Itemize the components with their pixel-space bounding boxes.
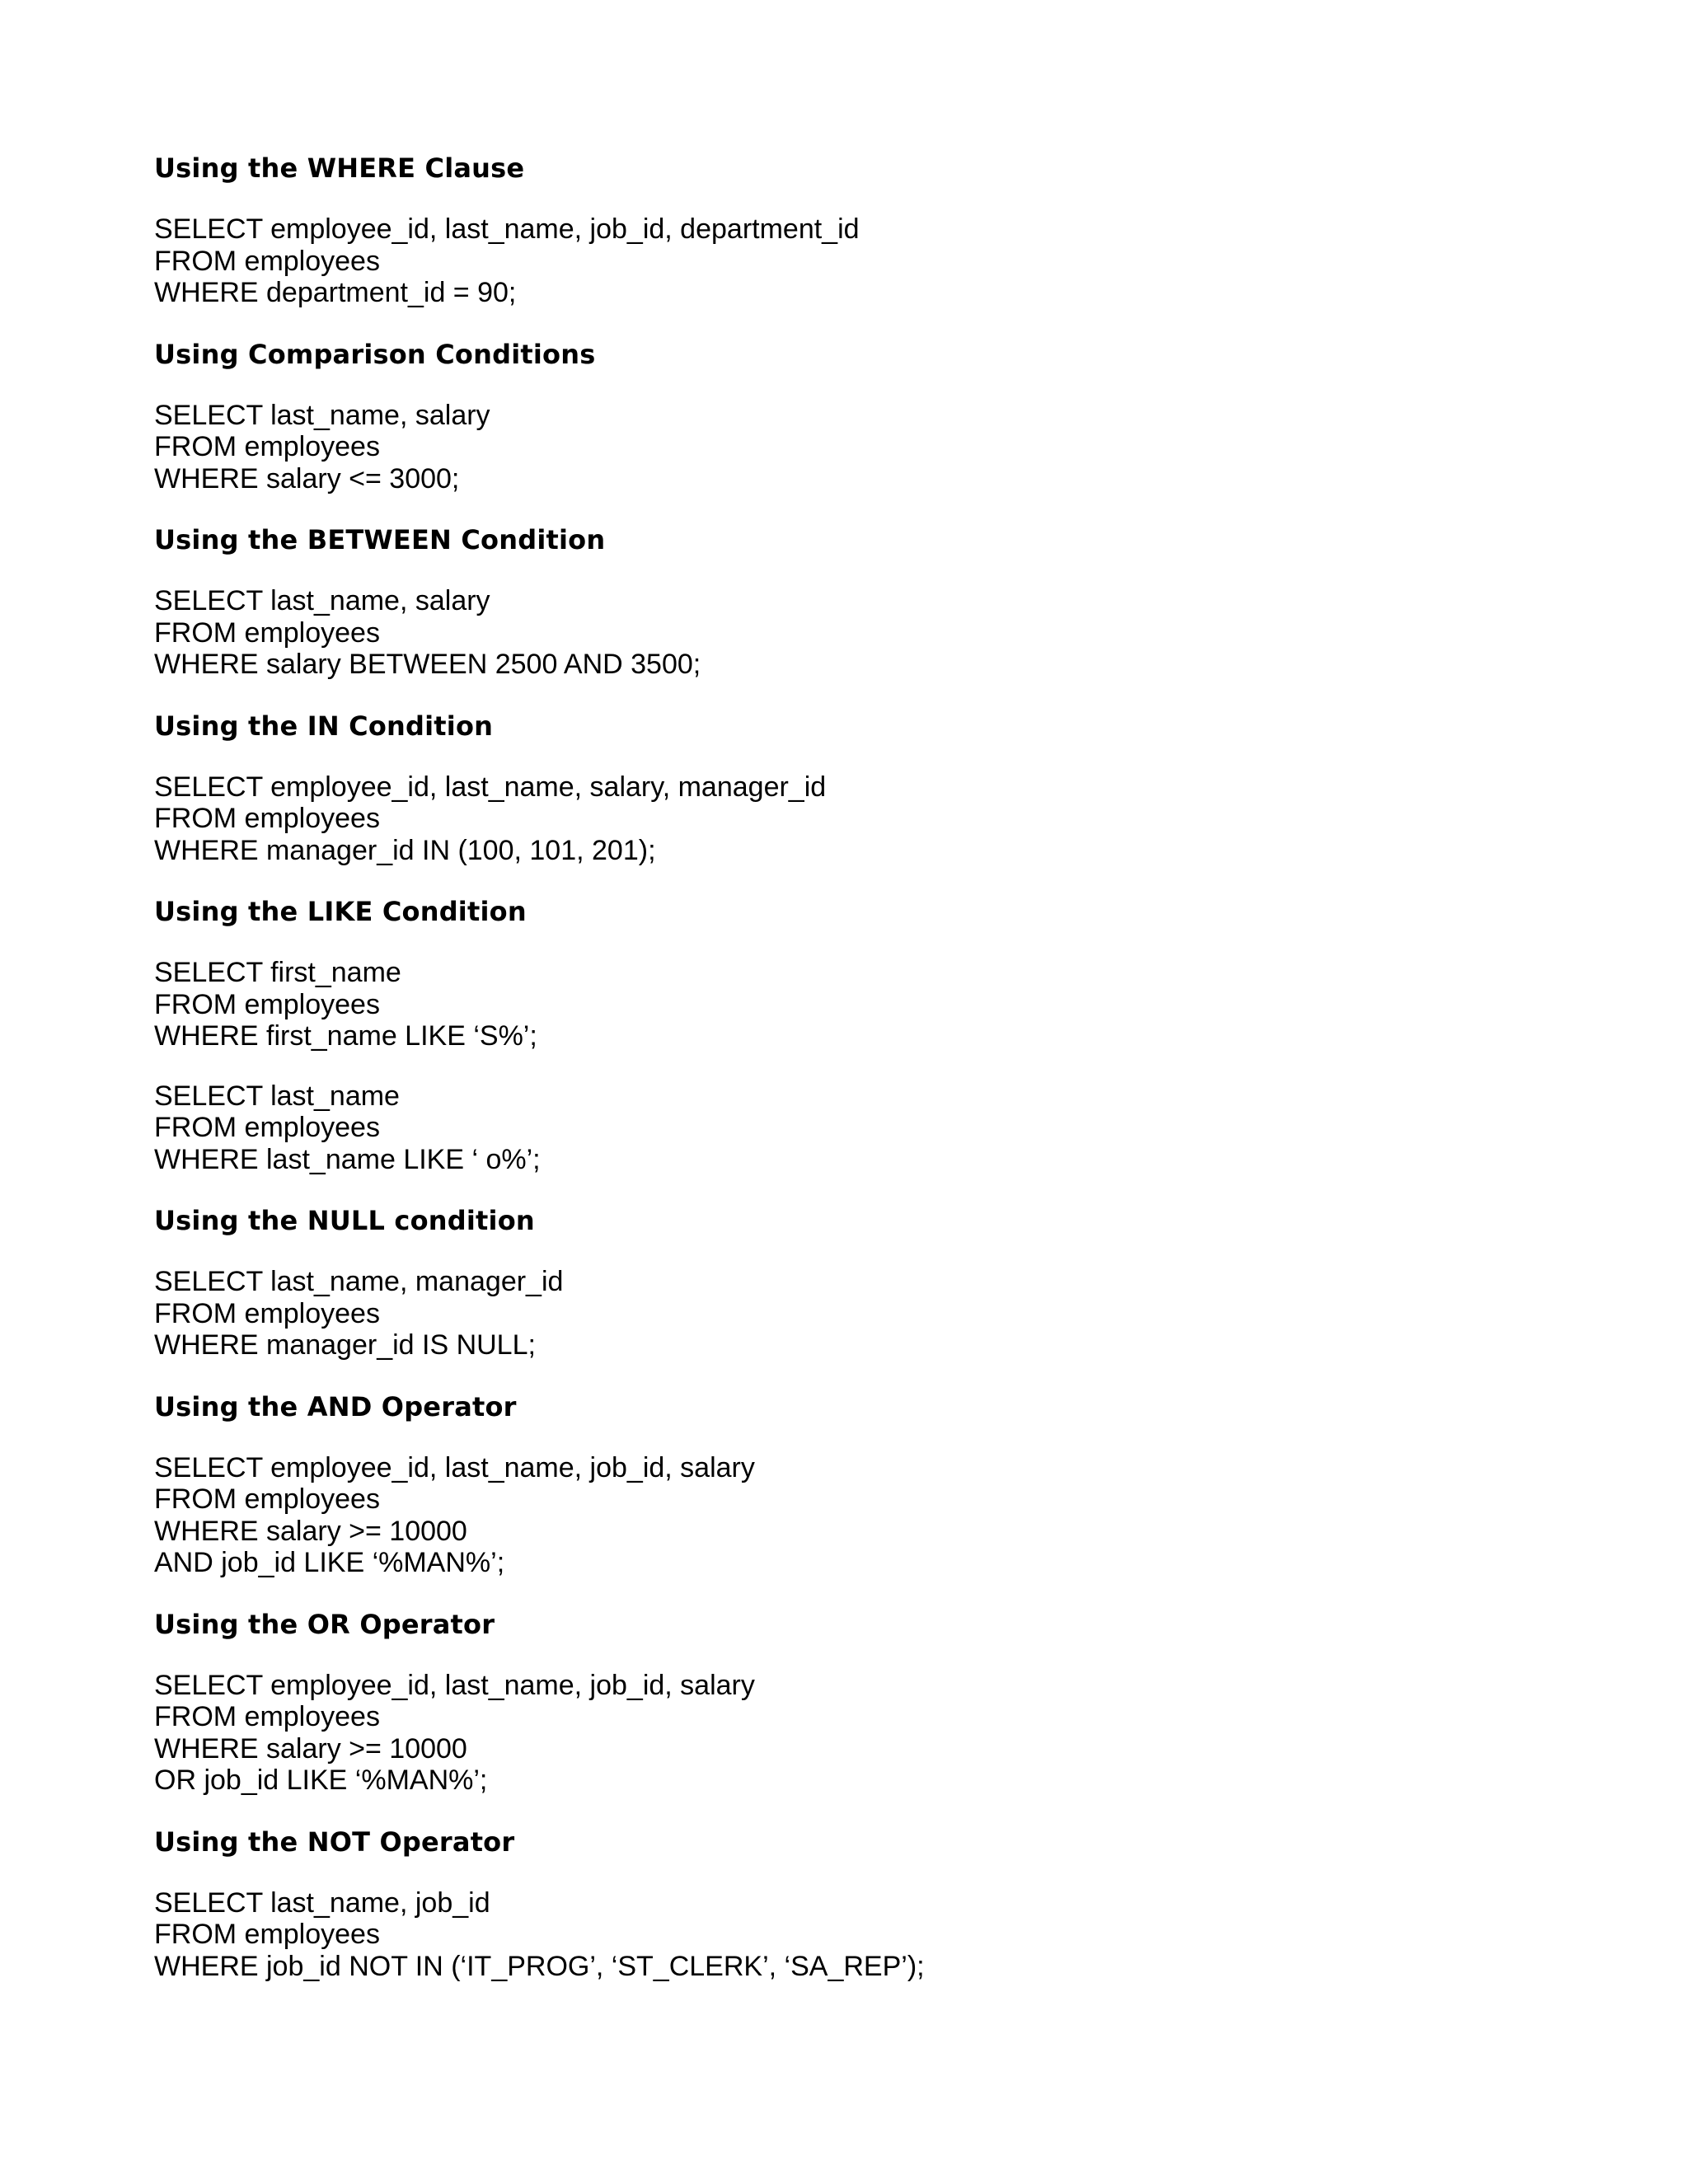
section-heading: Using the IN Condition — [154, 710, 494, 742]
code-line: WHERE last_name LIKE ‘ o%’; — [154, 1143, 541, 1175]
code-line: SELECT last_name, manager_id — [154, 1266, 564, 1297]
sql-query — [154, 585, 1555, 681]
section-heading: Using the WHERE Clause — [154, 152, 525, 184]
code-line: FROM employees — [154, 1483, 380, 1515]
section-null-condition — [154, 1203, 1555, 1361]
section-and-operator — [154, 1390, 1555, 1579]
code-line: FROM employees — [154, 988, 380, 1020]
code-line: WHERE first_name LIKE ‘S%’; — [154, 1020, 537, 1052]
code-line: WHERE job_id NOT IN (‘IT_PROG’, ‘ST_CLERK’, ‘SA_REP’); — [154, 1950, 925, 1982]
section-heading: Using the BETWEEN Condition — [154, 524, 606, 555]
code-line: WHERE department_id = 90; — [154, 277, 517, 308]
code-line: FROM employees — [154, 616, 380, 649]
code-line: SELECT first_name — [154, 957, 401, 988]
code-line: FROM employees — [154, 245, 380, 277]
sql-query — [154, 771, 1555, 867]
code-line: SELECT employee_id, last_name, job_id, salary — [154, 1451, 755, 1483]
code-line: WHERE salary >= 10000 — [154, 1732, 467, 1765]
section-not-operator — [154, 1825, 1555, 1983]
code-line: FROM employees — [154, 1701, 380, 1732]
section-heading: Using the LIKE Condition — [154, 896, 527, 927]
section-heading: Using Comparison Conditions — [154, 338, 596, 370]
section-comparison-conditions — [154, 337, 1555, 495]
code-line: AND job_id LIKE ‘%MAN%’; — [154, 1547, 505, 1578]
code-line: SELECT employee_id, last_name, salary, manager_id — [154, 771, 827, 803]
code-line: FROM employees — [154, 1919, 380, 1950]
document-body — [154, 151, 1555, 2010]
code-line: SELECT employee_id, last_name, job_id, department_id — [154, 213, 860, 245]
code-line: FROM employees — [154, 1112, 380, 1143]
code-line: SELECT last_name, salary — [154, 585, 490, 616]
code-line: SELECT employee_id, last_name, job_id, salary — [154, 1669, 755, 1701]
section-heading: Using the OR Operator — [154, 1608, 495, 1640]
code-line: FROM employees — [154, 431, 380, 462]
code-line: WHERE manager_id IN (100, 101, 201); — [154, 834, 656, 866]
section-heading: Using the NULL condition — [154, 1205, 535, 1236]
code-line: OR job_id LIKE ‘%MAN%’; — [154, 1765, 488, 1796]
sql-query — [154, 1670, 1555, 1797]
code-line: SELECT last_name, job_id — [154, 1886, 490, 1919]
code-line: SELECT last_name, salary — [154, 399, 490, 431]
section-heading: Using the AND Operator — [154, 1390, 517, 1422]
code-line: SELECT last_name — [154, 1080, 400, 1112]
code-line: WHERE salary >= 10000 — [154, 1515, 467, 1547]
section-like-condition — [154, 894, 1555, 1175]
sql-query — [154, 1080, 1555, 1176]
sql-query — [154, 1452, 1555, 1579]
sql-query — [154, 1266, 1555, 1361]
code-line: WHERE salary <= 3000; — [154, 462, 460, 494]
sql-query — [154, 213, 1555, 309]
section-between-condition — [154, 523, 1555, 681]
code-line: WHERE salary BETWEEN 2500 AND 3500; — [154, 649, 701, 680]
section-or-operator — [154, 1607, 1555, 1797]
section-in-condition — [154, 709, 1555, 867]
section-where-clause — [154, 151, 1555, 309]
code-line: WHERE manager_id IS NULL; — [154, 1329, 536, 1361]
sql-query — [154, 1887, 1555, 1983]
section-heading: Using the NOT Operator — [154, 1825, 515, 1858]
sql-query — [154, 957, 1555, 1052]
code-line: FROM employees — [154, 1297, 380, 1329]
sql-query — [154, 400, 1555, 495]
code-line: FROM employees — [154, 803, 380, 834]
